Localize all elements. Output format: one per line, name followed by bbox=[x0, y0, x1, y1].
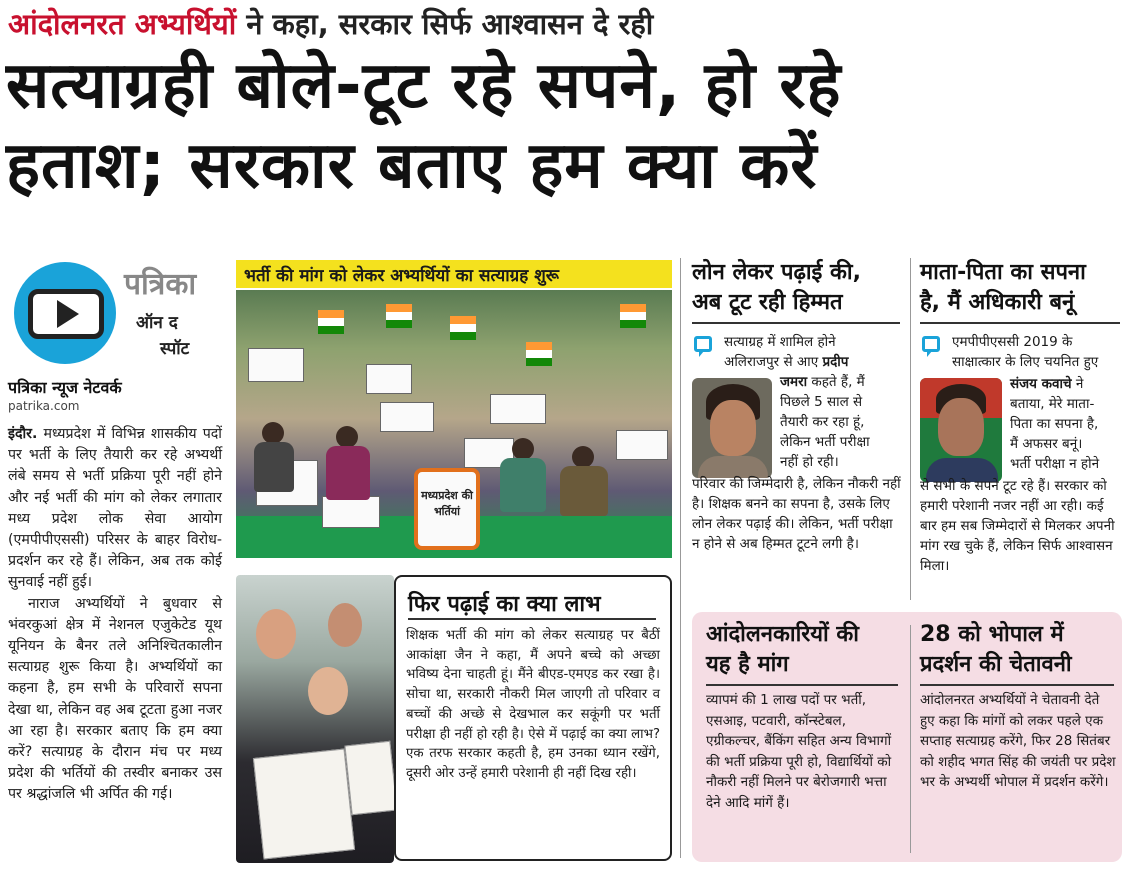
col2-intro-line-1: एमपीपीएससी 2019 के bbox=[952, 334, 1073, 350]
kicker-text: ने कहा, सरकार सिर्फ आश्वासन दे रही bbox=[236, 7, 654, 41]
flag-icon bbox=[386, 304, 412, 328]
col2-portrait bbox=[920, 378, 1002, 482]
demands-title bbox=[706, 620, 859, 680]
demands-body: व्यापमं की 1 लाख पदों पर भर्ती, एसआइ, पटवारी, कॉन्स्टेबल, एग्रीकल्चर, बैंकिंग सहित अन्य विभागों की भर्ती प्रक्रिया पूरी हो, विद्यार्थियों को नौकरी नहीं मिलने पर बेरोजगारी भत्ता देने आदि मांगें हैं। bbox=[706, 692, 892, 811]
placard bbox=[490, 394, 546, 424]
face bbox=[710, 400, 756, 456]
divider bbox=[408, 618, 656, 620]
main-story-p1-text: मध्यप्रदेश में विभिन्न शासकीय पदों पर भर्ती के लिए तैयारी कर रहे अभ्यर्थी लंबे समय से भर्ती प्रक्रिया पूरी नहीं होने और नई भर्ती की मांग को लेकर लगातार मध्य प्रदेश लोक सेवा आयोग (एमपीपीएससी) परिसर के बाहर विरोध-प्रदर्शन कर रहे हैं। लेकिन, अब तक कोई सुनवाई नहीं हुई। bbox=[8, 426, 222, 591]
divider bbox=[692, 322, 900, 324]
kicker-highlight: आंदोलनरत अभ्यर्थियों bbox=[8, 7, 237, 41]
flag-icon bbox=[450, 316, 476, 340]
col2-wrap bbox=[1010, 374, 1124, 474]
flag-icon bbox=[620, 304, 646, 328]
story-box-body: शिक्षक भर्ती की मांग को लेकर सत्याग्रह पर बैठीं आकांक्षा जैन ने कहा, मैं अपने बच्चे को अच्छा भविष्य देना चाहती हूं। मैंने बीएड-एमएड कर रखा है। सोचा था, सरकारी नौकरी मिल जाएगी तो परिवार व बच्चों की अच्छे से देखभाल कर सकूंगी पर भर्ती परीक्षा ही नहीं हो रही है। ऐसे में पढ़ाई का क्या लाभ? एक तरफ सरकार कहती है, हम उनका ध्यान रखेंगे, दूसरी ओर उन्हें हमारी परेशानी ही नहीं दिख रही। bbox=[406, 628, 660, 781]
col1-intro-line-1: सत्याग्रह में शामिल होने bbox=[724, 334, 836, 350]
brand-name: पत्रिका bbox=[124, 267, 197, 302]
person bbox=[254, 442, 294, 492]
headline-line-2: हताश; सरकार बताए हम क्या करें bbox=[6, 129, 818, 203]
col1-wrap-line-1 bbox=[780, 372, 904, 392]
face bbox=[328, 603, 362, 647]
brand-spot-label: स्पॉट bbox=[160, 339, 190, 359]
person bbox=[500, 458, 546, 512]
placard bbox=[322, 496, 380, 528]
demands-title-line-1: आंदोलनकारियों की bbox=[706, 622, 859, 647]
col2-wrap-line-2: बताया, मेरे माता- bbox=[1010, 396, 1095, 412]
flag-icon bbox=[526, 342, 552, 366]
col1-wrap-lead: कहते हैं, मैं bbox=[807, 374, 865, 390]
flag-icon bbox=[318, 310, 344, 334]
col1-portrait bbox=[692, 378, 772, 478]
col1-title bbox=[692, 258, 861, 318]
person bbox=[326, 446, 370, 500]
play-icon bbox=[57, 300, 79, 328]
col2-intro-line-2: साक्षात्कार के लिए चयनित हुए bbox=[952, 354, 1099, 370]
column-divider bbox=[910, 258, 911, 600]
col1-wrap bbox=[780, 372, 904, 472]
headline bbox=[6, 46, 1122, 206]
document bbox=[344, 741, 394, 815]
col2-wrap-line-5: भर्ती परीक्षा न होने bbox=[1010, 456, 1100, 472]
col2-name: संजय कवाचे bbox=[1010, 376, 1072, 392]
col2-wrap-line-3: पिता का सपना है, bbox=[1010, 416, 1099, 432]
person bbox=[262, 422, 284, 444]
demands-title-line-2: यह है मांग bbox=[706, 652, 789, 677]
face bbox=[256, 609, 296, 659]
col1-name-first: प्रदीप bbox=[822, 354, 849, 370]
site-url: patrika.com bbox=[8, 399, 80, 413]
person bbox=[512, 438, 534, 460]
placard bbox=[366, 364, 412, 394]
col2-title-line-2: है, मैं अधिकारी बनूं bbox=[920, 290, 1075, 315]
placard bbox=[616, 430, 668, 460]
col2-intro bbox=[952, 332, 1124, 372]
dateline: इंदौर. bbox=[8, 426, 38, 442]
main-story-paragraph-1 bbox=[8, 424, 222, 594]
placard bbox=[380, 402, 434, 432]
byline: पत्रिका न्यूज नेटवर्क bbox=[8, 378, 122, 397]
col1-wrap-line-5: नहीं हो रही। bbox=[780, 454, 839, 470]
headline-line-1: सत्याग्रही बोले-टूट रहे सपने, हो रहे bbox=[6, 49, 842, 123]
col2-title bbox=[920, 258, 1086, 318]
face bbox=[938, 398, 984, 456]
story-box-title: फिर पढ़ाई का क्या लाभ bbox=[408, 592, 601, 617]
tribute-placard: मध्यप्रदेश की भर्तियां bbox=[414, 468, 480, 550]
quote-icon bbox=[694, 336, 712, 352]
divider bbox=[920, 684, 1114, 686]
brand-on-label: ऑन द bbox=[136, 313, 178, 333]
col1-intro-line-2 bbox=[724, 352, 904, 372]
divider bbox=[920, 322, 1120, 324]
col2-wrap-line-1 bbox=[1010, 374, 1124, 394]
col1-wrap-line-3: तैयारी कर रहा हूं, bbox=[780, 414, 865, 430]
placard bbox=[248, 348, 304, 382]
col1-title-line-1: लोन लेकर पढ़ाई की, bbox=[692, 260, 861, 285]
main-story bbox=[8, 424, 222, 806]
col2-wrap-line-4: मैं अफसर बनूं। bbox=[1010, 436, 1083, 452]
document bbox=[253, 748, 355, 859]
woman-child-photo bbox=[236, 575, 394, 863]
warning-title-line-2: प्रदर्शन की चेतावनी bbox=[920, 652, 1072, 677]
col2-title-line-1: माता-पिता का सपना bbox=[920, 260, 1086, 285]
person bbox=[336, 426, 358, 448]
column-divider bbox=[680, 258, 681, 858]
col1-name-second: जमरा bbox=[780, 374, 808, 390]
col1-body: परिवार की जिम्मेदारी है, लेकिन नौकरी नहीं है। शिक्षक बनने का सपना है, उसके लिए लोन लेकर पढ़ाई की। लेकिन, भर्ती परीक्षा न होने से अब हिम्मत टूटने लगी है। bbox=[692, 476, 901, 552]
photo-caption: भर्ती की मांग को लेकर अभ्यर्थियों का सत्याग्रह शुरू bbox=[236, 260, 672, 288]
kicker-line bbox=[8, 4, 653, 43]
warning-title bbox=[920, 620, 1072, 680]
person bbox=[560, 466, 608, 516]
col1-intro bbox=[724, 332, 904, 372]
quote-icon bbox=[922, 336, 940, 352]
warning-body: आंदोलनरत अभ्यर्थियों ने चेतावनी देते हुए कहा कि मांगों को लकर पहले एक सप्ताह सत्याग्रह करेंगे, फिर 28 सितंबर को शहीद भगत सिंह की जयंती पर प्रदेश भर के अभ्यर्थी भोपाल में प्रदर्शन करेंगे। bbox=[920, 692, 1116, 790]
person bbox=[572, 446, 594, 468]
col2-body: से सभी के सपने टूट रहे हैं। सरकार को हमारी परेशानी नजर नहीं आ रही। कई बार हम सब जिम्मेदारों से मिलकर अपनी मांग रख चुके हैं, लेकिन सिर्फ आश्वासन मिला। bbox=[920, 478, 1115, 574]
col2-wrap-lead: ने bbox=[1071, 376, 1084, 392]
warning-title-line-1: 28 को भोपाल में bbox=[920, 622, 1064, 647]
divider bbox=[706, 684, 898, 686]
protest-photo bbox=[236, 290, 672, 558]
child-face bbox=[308, 667, 348, 715]
main-story-paragraph-2: नाराज अभ्यर्थियों ने बुधवार से भंवरकुआं क्षेत्र में नेशनल एजुकेटेड यूथ यूनियन के बैनर तले अनिश्चितकालीन सत्याग्रह शुरू किया है। अभ्यर्थियों का कहना है, हम सभी के परिवारों सपना देखा था, लेकिन वह अब टूटता हुआ नजर आ रहा है। सरकार बताए कि हम क्या करें? सत्याग्रह के दौरान मंच पर मध्य प्रदेश की भर्तियों की तस्वीर बनाकर उस पर श्रद्धांजलि भी अर्पित की गई। bbox=[8, 595, 222, 803]
col1-wrap-line-2: पिछले 5 साल से bbox=[780, 394, 863, 410]
col1-intro-lead: अलिराजपुर से आए bbox=[724, 354, 823, 370]
col1-wrap-line-4: लेकिन भर्ती परीक्षा bbox=[780, 434, 870, 450]
panel-divider bbox=[910, 625, 911, 853]
col1-title-line-2: अब टूट रही हिम्मत bbox=[692, 290, 843, 315]
